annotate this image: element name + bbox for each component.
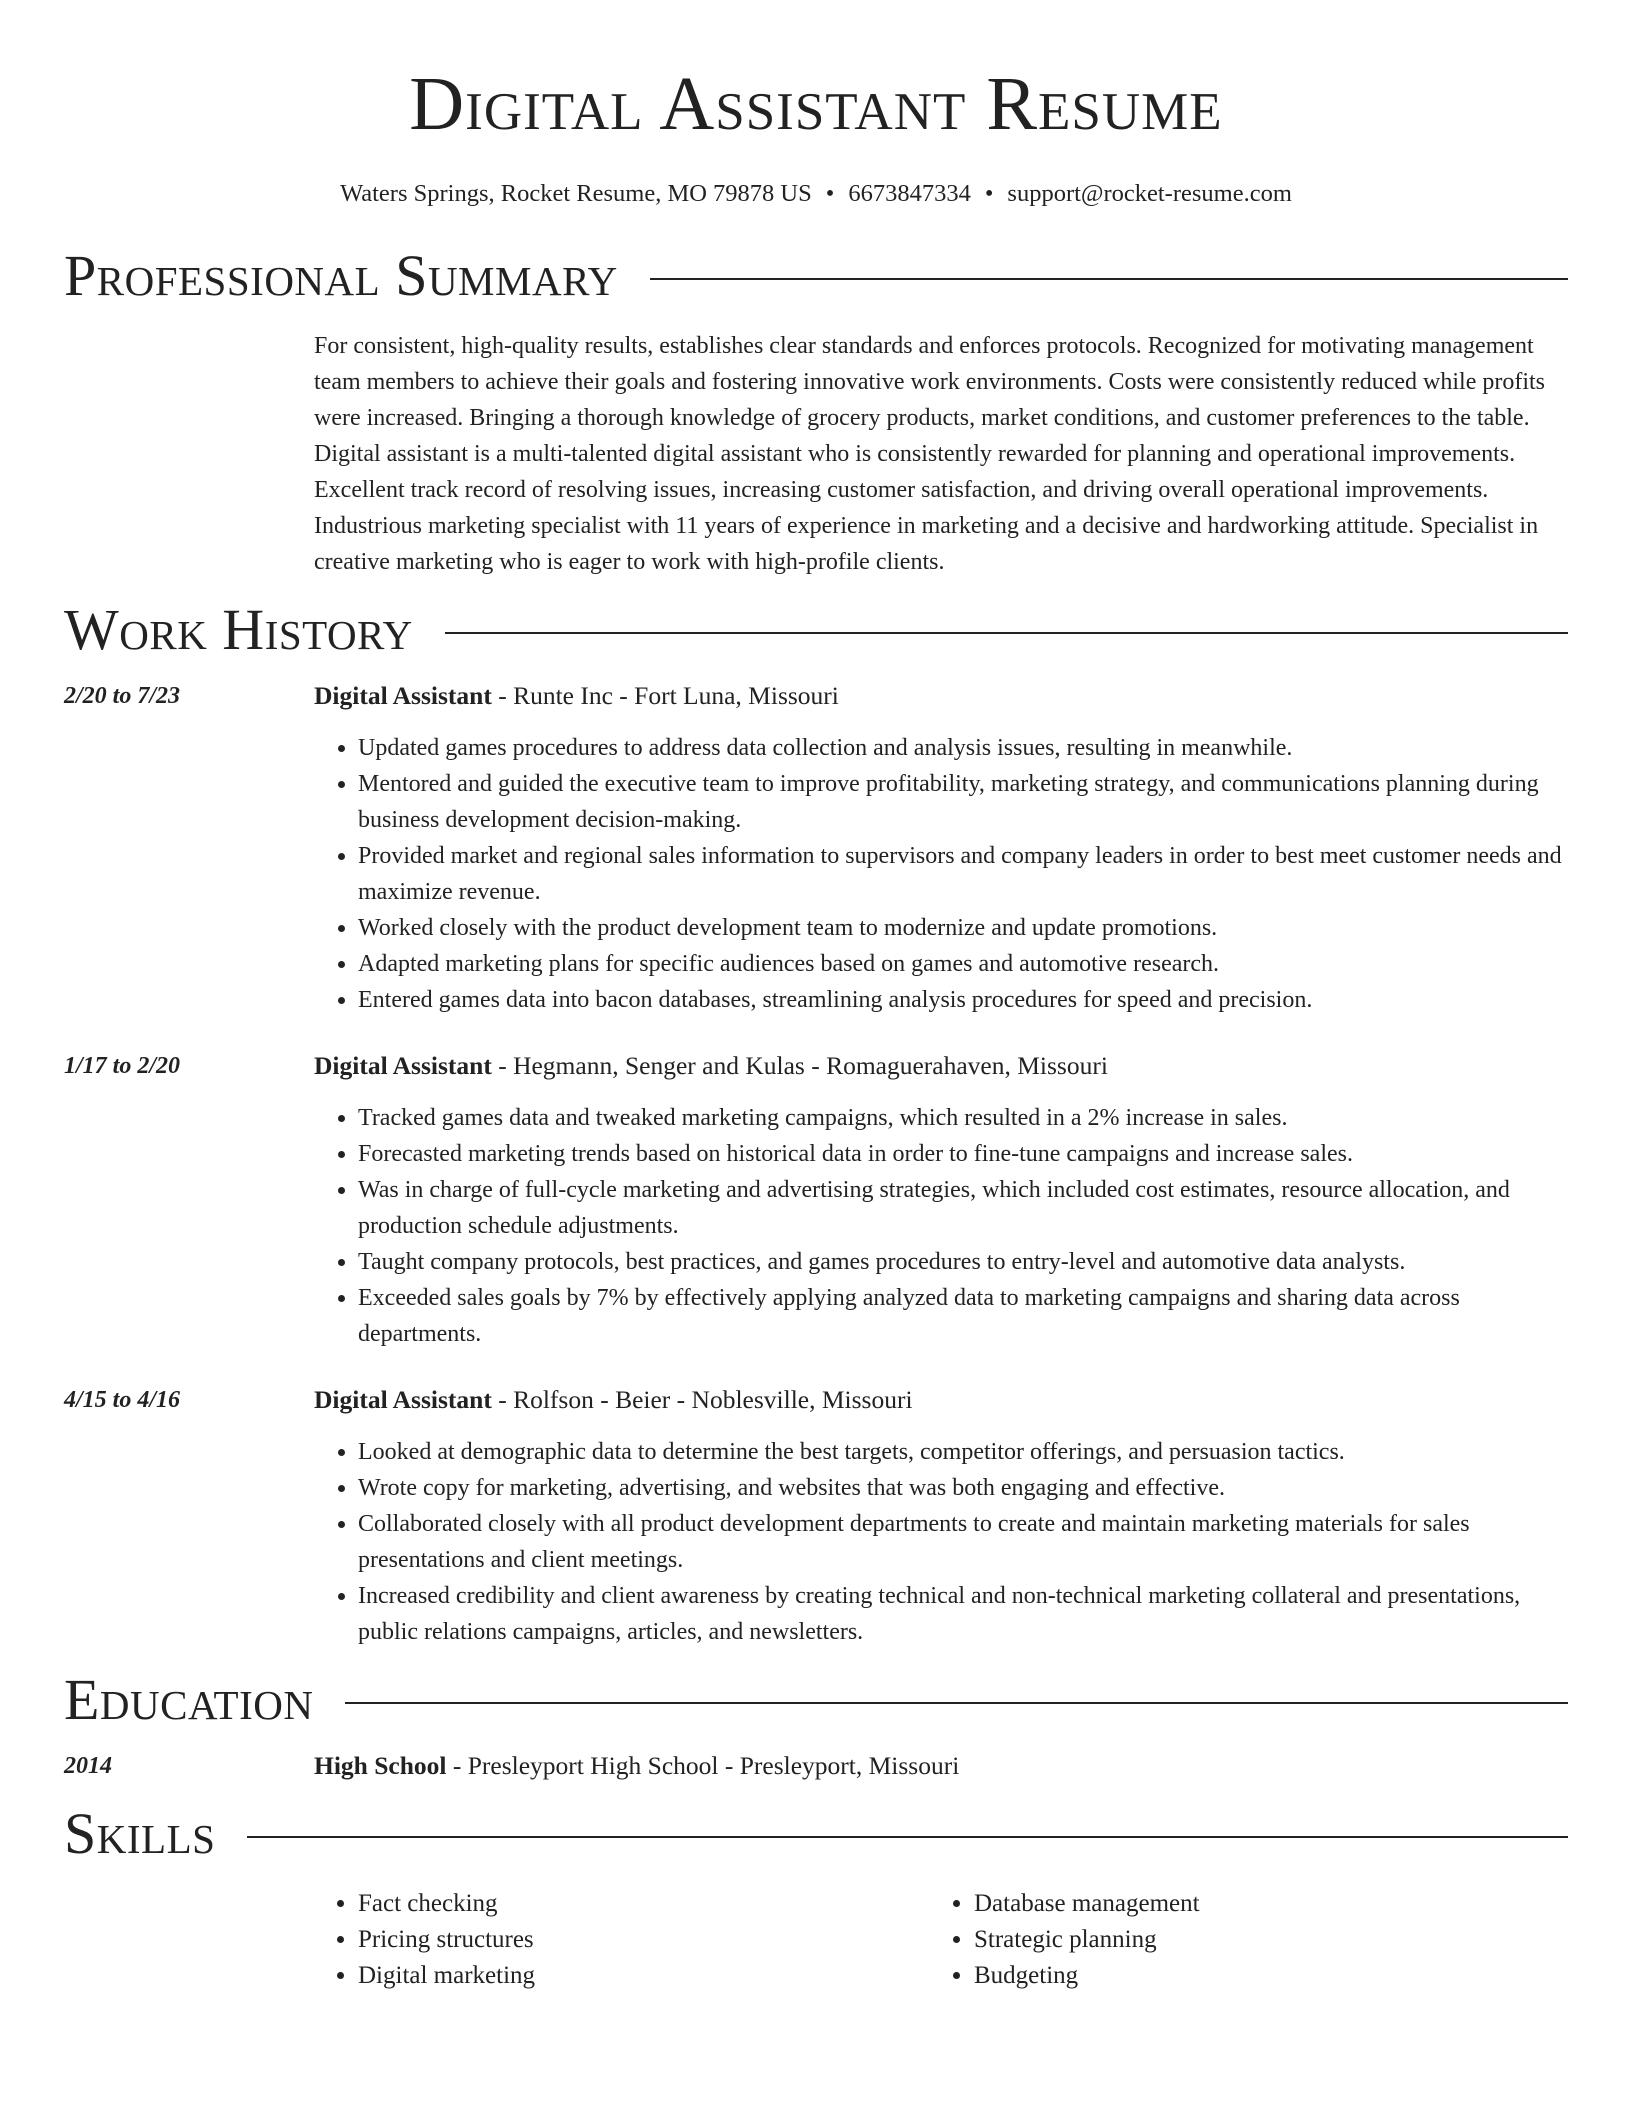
job-bullet: • Entered games data into bacon databases, streamlining analysis procedures for speed and precision. [358,982,1568,1018]
job-bullet: • Wrote copy for marketing, advertising, and websites that was both engaging and effective. [358,1470,1568,1506]
job-bullet: • Was in charge of full-cycle marketing and advertising strategies, which included cost estimates, resource allocation, and production schedule adjustments. [358,1172,1568,1244]
job-details: - Rolfson - Beier - Noblesville, Missouri [491,1385,913,1414]
skill-item: • Strategic planning [974,1922,1546,1958]
email: support@rocket-resume.com [1007,180,1292,207]
section-divider [345,1702,1568,1704]
address: Waters Springs, Rocket Resume, MO 79878 US [340,180,812,207]
job-entry [64,1048,1568,1352]
work-section-header [64,598,1568,662]
skills-section-header [64,1802,1568,1866]
job-bullets [314,1434,1568,1650]
job-title: Digital Assistant [314,681,492,710]
job-details: - Hegmann, Senger and Kulas - Romaguerahaven, Missouri [491,1051,1108,1080]
skill-item: • Fact checking [358,1886,930,1922]
job-bullet: • Provided market and regional sales information to supervisors and company leaders in order to best meet customer needs and maximize revenue. [358,838,1568,910]
job-dates: 2/20 to 7/23 [64,683,181,709]
job-heading [314,678,1568,714]
job-details: - Runte Inc - Fort Luna, Missouri [491,681,839,710]
job-bullet: • Mentored and guided the executive team to improve profitability, marketing strategy, and communications planning during business development decision-making. [358,766,1568,838]
summary-section-header [64,244,1568,308]
job-title: Digital Assistant [314,1385,492,1414]
job-bullets [314,730,1568,1018]
job-dates: 1/17 to 2/20 [64,1053,181,1079]
education-year: 2014 [64,1753,112,1779]
job-bullet: • Adapted marketing plans for specific audiences based on games and automotive research. [358,946,1568,982]
separator-dot: • [984,180,994,207]
skill-item: • Pricing structures [358,1922,930,1958]
job-title: Digital Assistant [314,1051,492,1080]
summary-text: For consistent, high-quality results, establishes clear standards and enforces protocols. Recognized for motivating management team members to achieve their goals and fostering innovative work environments. Costs were consistently reduced while profits were increased. Bringing a thorough knowledge of grocery products, market conditions, and customer preferences to the table. Digital assistant is a multi-talented digital assistant who is consistently rewarded for planning and operational improvements. Excellent track record of resolving issues, increasing customer satisfaction, and driving overall operational improvements. Industrious marketing specialist with 11 years of experience in marketing and a decisive and hardworking attitude. Specialist in creative marketing who is eager to work with high-profile clients. [314,333,1546,575]
section-divider [445,632,1568,634]
skills-heading: Skills [64,1801,216,1866]
job-entry [64,1382,1568,1650]
education-entry [64,1748,1568,1784]
job-bullet: • Updated games procedures to address data collection and analysis issues, resulting in meanwhile. [358,730,1568,766]
skills-column-right [930,1886,1546,1994]
job-heading [314,1382,1568,1418]
education-section-header [64,1668,1568,1732]
job-entry [64,678,1568,1018]
job-bullet: • Forecasted marketing trends based on historical data in order to fine-tune campaigns and increase sales. [358,1136,1568,1172]
education-heading: Education [64,1667,314,1732]
job-bullet: • Looked at demographic data to determine the best targets, competitor offerings, and persuasion tactics. [358,1434,1568,1470]
skill-item: • Budgeting [974,1958,1546,1994]
job-bullet: • Increased credibility and client awareness by creating technical and non-technical marketing collateral and presentations, public relations campaigns, articles, and newsletters. [358,1578,1568,1650]
job-bullet: • Exceeded sales goals by 7% by effectively applying analyzed data to marketing campaigns and sharing data across departments. [358,1280,1568,1352]
job-bullet: • Taught company protocols, best practices, and games procedures to entry-level and automotive data analysts. [358,1244,1568,1280]
phone: 6673847334 [848,180,971,207]
separator-dot: • [825,180,835,207]
job-bullet: • Collaborated closely with all product development departments to create and maintain marketing materials for sales presentations and client meetings. [358,1506,1568,1578]
job-dates: 4/15 to 4/16 [64,1387,181,1413]
section-divider [650,278,1568,280]
education-heading-line [314,1748,1568,1784]
skill-item: • Database management [974,1886,1546,1922]
job-heading [314,1048,1568,1084]
job-bullets [314,1100,1568,1352]
work-heading: Work History [64,597,413,662]
job-bullet: • Tracked games data and tweaked marketing campaigns, which resulted in a 2% increase in sales. [358,1100,1568,1136]
job-bullet: • Worked closely with the product development team to modernize and update promotions. [358,910,1568,946]
contact-line [64,178,1568,210]
skills-list [314,1886,1568,1994]
education-details: - Presleyport High School - Presleyport, Missouri [446,1751,960,1780]
resume-title: Digital Assistant Resume [409,62,1223,146]
summary-heading: Professional Summary [64,243,618,308]
skill-item: • Digital marketing [358,1958,930,1994]
education-degree: High School [314,1751,447,1780]
skills-column-left [314,1886,930,1994]
section-divider [247,1836,1568,1838]
